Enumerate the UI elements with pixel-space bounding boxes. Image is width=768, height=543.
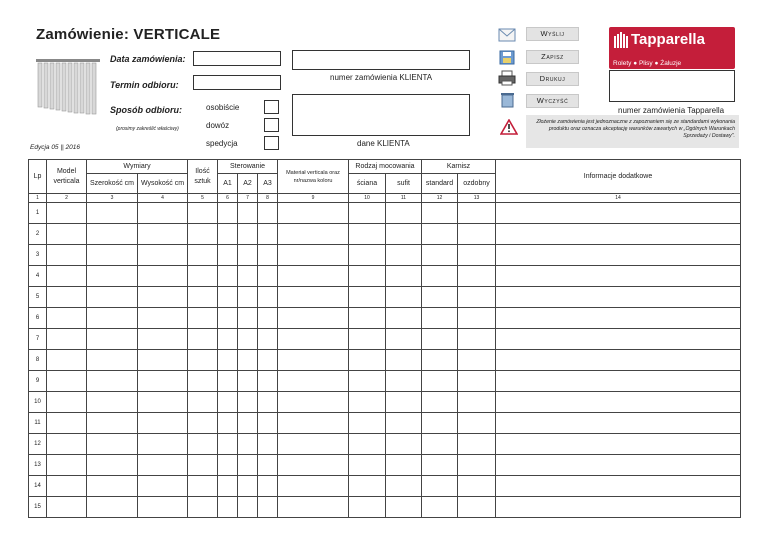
column-number: 1: [29, 194, 47, 203]
table-cell[interactable]: [349, 308, 386, 329]
table-cell[interactable]: [422, 329, 458, 350]
column-number: 8: [258, 194, 278, 203]
table-cell[interactable]: [87, 329, 138, 350]
table-cell[interactable]: [138, 476, 188, 497]
table-cell[interactable]: [138, 392, 188, 413]
table-cell[interactable]: [458, 287, 496, 308]
table-cell[interactable]: [258, 308, 278, 329]
table-cell[interactable]: [496, 476, 741, 497]
table-cell[interactable]: [238, 329, 258, 350]
table-cell[interactable]: [87, 434, 138, 455]
table-cell[interactable]: [218, 371, 238, 392]
table-cell[interactable]: [278, 476, 349, 497]
tapparella-order-number-input[interactable]: [609, 70, 735, 102]
vertical-blind-illustration: [34, 57, 102, 115]
table-cell[interactable]: [278, 392, 349, 413]
table-cell[interactable]: [278, 350, 349, 371]
table-cell[interactable]: [188, 434, 218, 455]
table-cell[interactable]: [238, 371, 258, 392]
table-cell[interactable]: [258, 329, 278, 350]
option-label-delivery: dowóz: [206, 121, 230, 130]
column-number: 12: [422, 194, 458, 203]
warning-icon: [500, 119, 518, 135]
table-cell[interactable]: [218, 224, 238, 245]
print-button[interactable]: Drukuj: [526, 72, 579, 86]
col-header-a1: A1: [218, 174, 238, 194]
option-label-personal: osobiście: [206, 103, 240, 112]
table-cell[interactable]: [258, 455, 278, 476]
table-cell[interactable]: [422, 455, 458, 476]
table-cell[interactable]: [458, 455, 496, 476]
table-cell[interactable]: [422, 245, 458, 266]
table-cell[interactable]: [238, 497, 258, 518]
table-cell[interactable]: [386, 455, 422, 476]
table-cell[interactable]: [278, 371, 349, 392]
table-cell[interactable]: [458, 434, 496, 455]
table-cell[interactable]: [258, 476, 278, 497]
table-cell[interactable]: [278, 497, 349, 518]
group-header-mount: Rodzaj mocowania: [349, 160, 422, 174]
row-number: 13: [29, 455, 47, 476]
table-cell[interactable]: [422, 434, 458, 455]
table-cell[interactable]: [258, 392, 278, 413]
table-cell[interactable]: [458, 413, 496, 434]
table-cell[interactable]: [349, 476, 386, 497]
row-number: 12: [29, 434, 47, 455]
table-cell[interactable]: [238, 266, 258, 287]
table-cell[interactable]: [458, 476, 496, 497]
table-cell[interactable]: [238, 224, 258, 245]
row-number: 6: [29, 308, 47, 329]
table-cell[interactable]: [349, 245, 386, 266]
table-cell[interactable]: [496, 245, 741, 266]
table-cell[interactable]: [422, 266, 458, 287]
brand-products: Rolety ● Plisy ● Żaluzje: [613, 60, 682, 67]
pickup-method-note: (prosimy zakreślić właściwy): [116, 126, 179, 132]
column-number: 4: [138, 194, 188, 203]
table-cell[interactable]: [188, 371, 218, 392]
table-cell[interactable]: [422, 224, 458, 245]
table-cell[interactable]: [496, 224, 741, 245]
col-header-lp: Lp: [29, 160, 47, 194]
table-cell[interactable]: [278, 224, 349, 245]
table-cell[interactable]: [87, 245, 138, 266]
row-number: 2: [29, 224, 47, 245]
table-cell[interactable]: [47, 455, 87, 476]
table-cell[interactable]: [386, 245, 422, 266]
table-cell[interactable]: [386, 203, 422, 224]
table-cell[interactable]: [238, 350, 258, 371]
row-number: 4: [29, 266, 47, 287]
tapparella-order-number-caption: numer zamówienia Tapparella: [618, 106, 725, 115]
table-cell[interactable]: [458, 266, 496, 287]
table-cell[interactable]: [458, 308, 496, 329]
col-header-model: Model verticala: [47, 160, 87, 194]
table-row: [29, 266, 741, 287]
table-cell[interactable]: [458, 371, 496, 392]
client-order-number-input[interactable]: [292, 50, 470, 70]
col-header-width: Szerokość cm: [87, 174, 138, 194]
table-cell[interactable]: [349, 413, 386, 434]
column-number: 9: [278, 194, 349, 203]
table-row: [29, 350, 741, 371]
table-cell[interactable]: [349, 371, 386, 392]
table-cell[interactable]: [422, 350, 458, 371]
table-cell[interactable]: [47, 266, 87, 287]
table-cell[interactable]: [238, 308, 258, 329]
table-cell[interactable]: [386, 497, 422, 518]
table-cell[interactable]: [138, 329, 188, 350]
table-cell[interactable]: [278, 434, 349, 455]
save-icon: [499, 49, 515, 65]
row-number: 11: [29, 413, 47, 434]
table-cell[interactable]: [238, 455, 258, 476]
table-cell[interactable]: [87, 497, 138, 518]
table-cell[interactable]: [458, 203, 496, 224]
table-row: [29, 413, 741, 434]
table-cell[interactable]: [87, 350, 138, 371]
table-cell[interactable]: [87, 413, 138, 434]
col-header-height: Wysokość cm: [138, 174, 188, 194]
table-cell[interactable]: [138, 434, 188, 455]
row-number: 15: [29, 497, 47, 518]
col-header-a2: A2: [238, 174, 258, 194]
table-cell[interactable]: [218, 455, 238, 476]
table-cell[interactable]: [422, 203, 458, 224]
table-cell[interactable]: [218, 392, 238, 413]
pickup-method-label: Sposób odbioru:: [110, 105, 182, 115]
client-data-input[interactable]: [292, 94, 470, 136]
table-cell[interactable]: [496, 413, 741, 434]
table-cell[interactable]: [218, 434, 238, 455]
row-number: 8: [29, 350, 47, 371]
table-cell[interactable]: [349, 266, 386, 287]
group-header-rail: Karnisz: [422, 160, 496, 174]
table-cell[interactable]: [458, 245, 496, 266]
table-cell[interactable]: [138, 203, 188, 224]
table-row: [29, 308, 741, 329]
table-cell[interactable]: [386, 413, 422, 434]
col-header-info: Informacje dodatkowe: [496, 160, 741, 194]
option-checkbox-shipping[interactable]: [264, 136, 279, 150]
row-number: 9: [29, 371, 47, 392]
table-cell[interactable]: [138, 413, 188, 434]
table-cell[interactable]: [422, 308, 458, 329]
printer-icon: [498, 70, 516, 86]
table-row: [29, 245, 741, 266]
table-cell[interactable]: [47, 476, 87, 497]
table-cell[interactable]: [258, 350, 278, 371]
table-cell[interactable]: [47, 329, 87, 350]
brand-name: Tapparella: [631, 31, 705, 48]
table-cell[interactable]: [349, 434, 386, 455]
table-cell[interactable]: [278, 455, 349, 476]
table-cell[interactable]: [138, 350, 188, 371]
table-cell[interactable]: [258, 203, 278, 224]
table-cell[interactable]: [188, 245, 218, 266]
col-header-a3: A3: [258, 174, 278, 194]
table-cell[interactable]: [87, 455, 138, 476]
col-header-ceiling: sufit: [386, 174, 422, 194]
table-cell[interactable]: [138, 266, 188, 287]
table-cell[interactable]: [496, 329, 741, 350]
table-row: [29, 455, 741, 476]
table-cell[interactable]: [278, 266, 349, 287]
column-number: 3: [87, 194, 138, 203]
table-cell[interactable]: [458, 329, 496, 350]
column-number: 5: [188, 194, 218, 203]
order-date-input[interactable]: [193, 51, 281, 66]
table-cell[interactable]: [258, 371, 278, 392]
table-cell[interactable]: [349, 455, 386, 476]
row-number: 1: [29, 203, 47, 224]
table-cell[interactable]: [238, 287, 258, 308]
option-label-shipping: spedycja: [206, 139, 238, 148]
col-header-material: Materiał verticala oraz nr/nazwa koloru: [278, 160, 349, 194]
client-order-number-caption: numer zamówienia KLIENTA: [330, 73, 433, 82]
table-cell[interactable]: [496, 497, 741, 518]
table-cell[interactable]: [238, 245, 258, 266]
send-button[interactable]: Wyślij: [526, 27, 579, 41]
table-cell[interactable]: [496, 371, 741, 392]
table-cell[interactable]: [386, 329, 422, 350]
table-cell[interactable]: [386, 308, 422, 329]
table-cell[interactable]: [47, 392, 87, 413]
table-cell[interactable]: [218, 245, 238, 266]
table-cell[interactable]: [258, 245, 278, 266]
table-row: [29, 224, 741, 245]
table-cell[interactable]: [349, 497, 386, 518]
table-cell[interactable]: [188, 266, 218, 287]
table-cell[interactable]: [218, 203, 238, 224]
table-cell[interactable]: [87, 287, 138, 308]
col-header-qty: Ilość sztuk: [188, 160, 218, 194]
table-cell[interactable]: [496, 350, 741, 371]
table-cell[interactable]: [422, 287, 458, 308]
col-header-wall: ściana: [349, 174, 386, 194]
table-cell[interactable]: [278, 287, 349, 308]
table-cell[interactable]: [47, 434, 87, 455]
table-cell[interactable]: [138, 371, 188, 392]
option-checkbox-personal[interactable]: [264, 100, 279, 114]
order-table: [28, 159, 741, 518]
table-cell[interactable]: [188, 413, 218, 434]
table-cell[interactable]: [218, 329, 238, 350]
table-cell[interactable]: [496, 308, 741, 329]
table-cell[interactable]: [258, 497, 278, 518]
pickup-date-input[interactable]: [193, 75, 281, 90]
column-number-row: [29, 194, 741, 203]
table-cell[interactable]: [188, 203, 218, 224]
table-cell[interactable]: [188, 350, 218, 371]
table-cell[interactable]: [218, 308, 238, 329]
table-cell[interactable]: [238, 203, 258, 224]
tapparella-logo: [609, 27, 735, 69]
table-cell[interactable]: [238, 434, 258, 455]
table-cell[interactable]: [258, 434, 278, 455]
terms-notice: Złożenie zamówienia jest jednoznaczne z zapoznaniem się ze standardami wykonania produktu oraz oznacza akceptację warunków zawartych w „Ogólnych Warunkach Sprzedaży i Dostawy".: [526, 115, 739, 148]
table-cell[interactable]: [458, 392, 496, 413]
table-cell[interactable]: [218, 476, 238, 497]
table-row: [29, 371, 741, 392]
table-cell[interactable]: [386, 224, 422, 245]
table-cell[interactable]: [188, 329, 218, 350]
table-cell[interactable]: [138, 455, 188, 476]
table-cell[interactable]: [422, 413, 458, 434]
table-cell[interactable]: [422, 392, 458, 413]
table-cell[interactable]: [422, 497, 458, 518]
table-cell[interactable]: [47, 371, 87, 392]
table-cell[interactable]: [422, 371, 458, 392]
table-row: [29, 392, 741, 413]
table-cell[interactable]: [278, 308, 349, 329]
table-cell[interactable]: [218, 287, 238, 308]
table-cell[interactable]: [258, 266, 278, 287]
table-cell[interactable]: [258, 287, 278, 308]
column-number: 11: [386, 194, 422, 203]
trash-icon: [500, 92, 515, 108]
table-cell[interactable]: [138, 224, 188, 245]
order-rows: [29, 203, 741, 518]
table-cell[interactable]: [188, 455, 218, 476]
clear-button[interactable]: Wyczyść: [526, 94, 579, 108]
table-cell[interactable]: [422, 476, 458, 497]
pickup-date-label: Termin odbioru:: [110, 80, 179, 90]
table-cell[interactable]: [188, 224, 218, 245]
table-cell[interactable]: [386, 371, 422, 392]
table-cell[interactable]: [188, 287, 218, 308]
table-cell[interactable]: [218, 350, 238, 371]
table-cell[interactable]: [386, 350, 422, 371]
table-cell[interactable]: [386, 266, 422, 287]
table-cell[interactable]: [87, 266, 138, 287]
save-button[interactable]: Zapisz: [526, 50, 579, 64]
table-cell[interactable]: [47, 203, 87, 224]
table-cell[interactable]: [87, 224, 138, 245]
table-cell[interactable]: [386, 287, 422, 308]
table-cell[interactable]: [47, 350, 87, 371]
table-cell[interactable]: [238, 476, 258, 497]
table-cell[interactable]: [386, 476, 422, 497]
table-cell[interactable]: [138, 245, 188, 266]
row-number: 3: [29, 245, 47, 266]
table-cell[interactable]: [218, 266, 238, 287]
table-cell[interactable]: [87, 203, 138, 224]
table-cell[interactable]: [87, 392, 138, 413]
table-cell[interactable]: [47, 224, 87, 245]
table-row: [29, 287, 741, 308]
column-number: 10: [349, 194, 386, 203]
col-header-decorative: ozdobny: [458, 174, 496, 194]
table-cell[interactable]: [458, 497, 496, 518]
table-cell[interactable]: [47, 497, 87, 518]
table-cell[interactable]: [349, 392, 386, 413]
table-cell[interactable]: [496, 287, 741, 308]
table-cell[interactable]: [496, 392, 741, 413]
table-cell[interactable]: [349, 203, 386, 224]
table-cell[interactable]: [258, 224, 278, 245]
table-row: [29, 497, 741, 518]
table-cell[interactable]: [496, 434, 741, 455]
table-row: [29, 434, 741, 455]
table-cell[interactable]: [496, 455, 741, 476]
column-number: 7: [238, 194, 258, 203]
table-cell[interactable]: [386, 434, 422, 455]
row-number: 10: [29, 392, 47, 413]
table-cell[interactable]: [238, 413, 258, 434]
table-cell[interactable]: [87, 476, 138, 497]
table-cell[interactable]: [87, 371, 138, 392]
order-date-label: Data zamówienia:: [110, 54, 186, 64]
table-cell[interactable]: [87, 308, 138, 329]
table-cell[interactable]: [138, 497, 188, 518]
brand-mark-icon: [614, 32, 628, 50]
col-header-standard: standard: [422, 174, 458, 194]
edition-label: Edycja 05 || 2016: [30, 144, 80, 151]
row-number: 7: [29, 329, 47, 350]
option-checkbox-delivery[interactable]: [264, 118, 279, 132]
table-cell[interactable]: [47, 245, 87, 266]
table-cell[interactable]: [47, 287, 87, 308]
group-header-dimensions: Wymiary: [87, 160, 188, 174]
table-cell[interactable]: [349, 224, 386, 245]
row-number: 5: [29, 287, 47, 308]
column-number: 2: [47, 194, 87, 203]
table-cell[interactable]: [349, 329, 386, 350]
table-row: [29, 476, 741, 497]
table-row: [29, 203, 741, 224]
table-cell[interactable]: [458, 350, 496, 371]
table-cell[interactable]: [188, 392, 218, 413]
table-cell[interactable]: [496, 203, 741, 224]
table-cell[interactable]: [278, 329, 349, 350]
column-number: 14: [496, 194, 741, 203]
table-cell[interactable]: [458, 224, 496, 245]
table-row: [29, 329, 741, 350]
table-cell[interactable]: [258, 413, 278, 434]
table-cell[interactable]: [138, 308, 188, 329]
table-cell[interactable]: [218, 413, 238, 434]
table-cell[interactable]: [278, 203, 349, 224]
table-cell[interactable]: [278, 413, 349, 434]
table-cell[interactable]: [386, 392, 422, 413]
table-cell[interactable]: [238, 392, 258, 413]
client-data-caption: dane KLIENTA: [357, 139, 410, 148]
group-header-control: Sterowanie: [218, 160, 278, 174]
row-number: 14: [29, 476, 47, 497]
table-cell[interactable]: [349, 287, 386, 308]
table-cell[interactable]: [278, 245, 349, 266]
table-cell[interactable]: [188, 308, 218, 329]
column-number: 13: [458, 194, 496, 203]
table-cell[interactable]: [496, 266, 741, 287]
table-cell[interactable]: [188, 476, 218, 497]
column-number: 6: [218, 194, 238, 203]
table-cell[interactable]: [47, 413, 87, 434]
table-cell[interactable]: [349, 350, 386, 371]
table-cell[interactable]: [218, 497, 238, 518]
page-title: Zamówienie: VERTICALE: [36, 26, 221, 43]
table-cell[interactable]: [47, 308, 87, 329]
table-cell[interactable]: [138, 287, 188, 308]
table-cell[interactable]: [188, 497, 218, 518]
send-mail-icon: [498, 28, 516, 42]
